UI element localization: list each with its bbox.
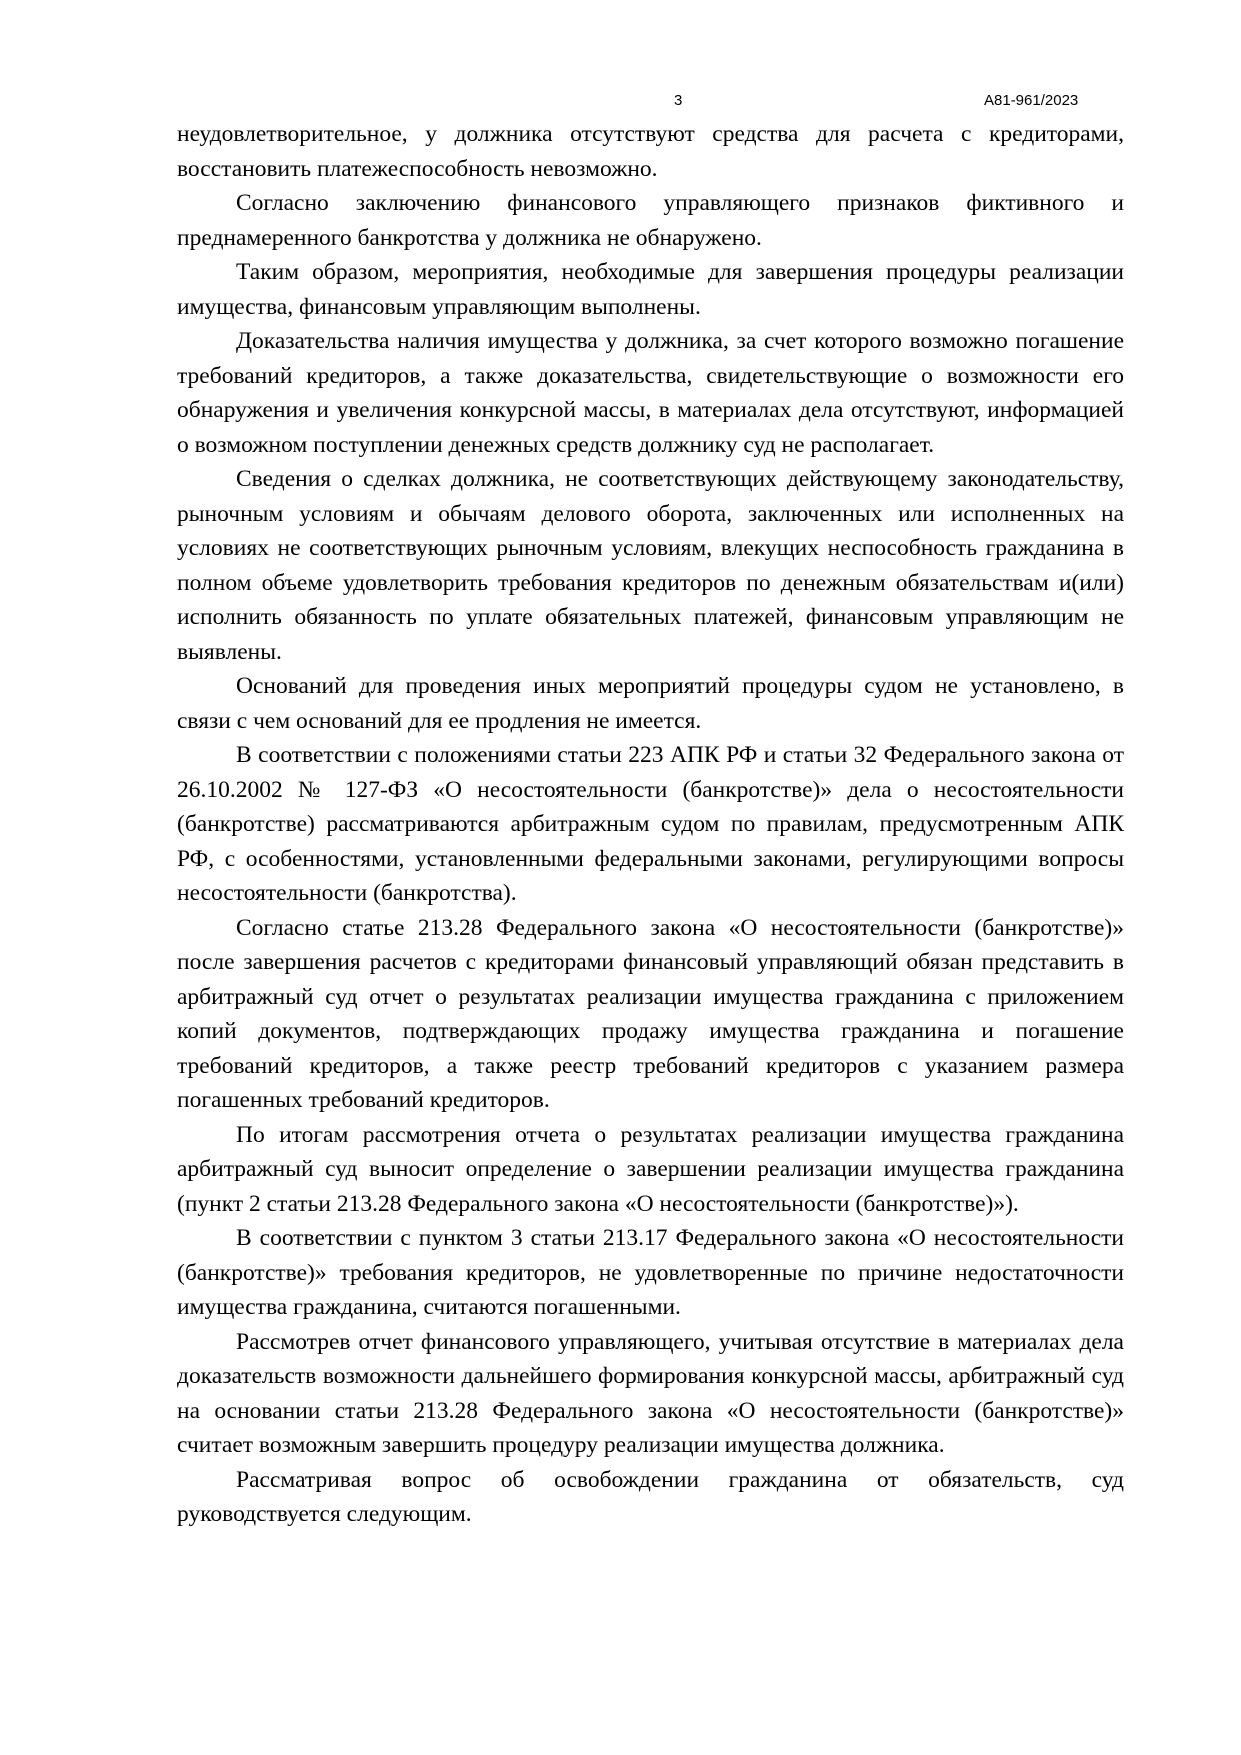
paragraph: Согласно заключению финансового управляющего признаков фиктивного и преднамеренного банкротства у должника не обнаружено. [177,190,1124,251]
paragraph: В соответствии с положениями статьи 223 АПК РФ и статьи 32 Федерального закона от 26.10.2002 № 127-ФЗ «О несостоятельности (банкротстве)» дела о несостоятельности (банкротстве) рассматриваются арбитражным судом по правилам, предусмотренным АПК РФ, с особенностями, установленными федеральными законами, регулирующими вопросы несостоятельности (банкротства). [177,742,1124,906]
paragraph: Сведения о сделках должника, не соответствующих действующему законодательству, рыночным условиям и обычаям делового оборота, заключенных или исполненных на условиях не соответствующих рыночным условиям, влекущих неспособность гражданина в полном объеме удовлетворить требования кредиторов по денежным обязательствам и(или) исполнить обязанность по уплате обязательных платежей, финансовым управляющим не выявлены. [177,466,1124,665]
paragraph: Рассмотрев отчет финансового управляющего, учитывая отсутствие в материалах дела доказательств возможности дальнейшего формирования конкурсной массы, арбитражный суд на основании статьи 213.28 Федерального закона «О несостоятельности (банкротстве)» считает возможным завершить процедуру реализации имущества должника. [177,1328,1124,1458]
paragraph: По итогам рассмотрения отчета о результатах реализации имущества гражданина арбитражный суд выносит определение о завершении реализации имущества гражданина (пункт 2 статьи 213.28 Федерального закона «О несостоятельности (банкротстве)»). [177,1121,1124,1217]
paragraph: Оснований для проведения иных мероприятий процедуры судом не установлено, в связи с чем оснований для ее продления не имеется. [177,673,1124,734]
document-body [177,117,1124,1532]
paragraph: Доказательства наличия имущества у должника, за счет которого возможно погашение требований кредиторов, а также доказательства, свидетельствующие о возможности его обнаружения и увеличения конкурсной массы, в материалах дела отсутствуют, информацией о возможном поступлении денежных средств должнику суд не располагает. [177,328,1124,458]
paragraph: Рассматривая вопрос об освобождении гражданина от обязательств, суд руководствуется следующим. [177,1466,1124,1527]
paragraph: неудовлетворительное, у должника отсутствуют средства для расчета с кредиторами, восстановить платежеспособность невозможно. [177,121,1124,182]
paragraph: В соответствии с пунктом 3 статьи 213.17 Федерального закона «О несостоятельности (банкротстве)» требования кредиторов, не удовлетворенные по причине недостаточности имущества гражданина, считаются погашенными. [177,1225,1124,1320]
paragraph: Согласно статье 213.28 Федерального закона «О несостоятельности (банкротстве)» после завершения расчетов с кредиторами финансовый управляющий обязан представить в арбитражный суд отчет о результатах реализации имущества гражданина с приложением копий документов, подтверждающих продажу имущества гражданина и погашение требований кредиторов, а также реестр требований кредиторов с указанием размера погашенных требований кредиторов. [177,914,1124,1113]
paragraph: Таким образом, мероприятия, необходимые для завершения процедуры реализации имущества, финансовым управляющим выполнены. [177,259,1124,320]
page-number: 3 [674,92,683,109]
case-number: А81-961/2023 [984,92,1079,109]
